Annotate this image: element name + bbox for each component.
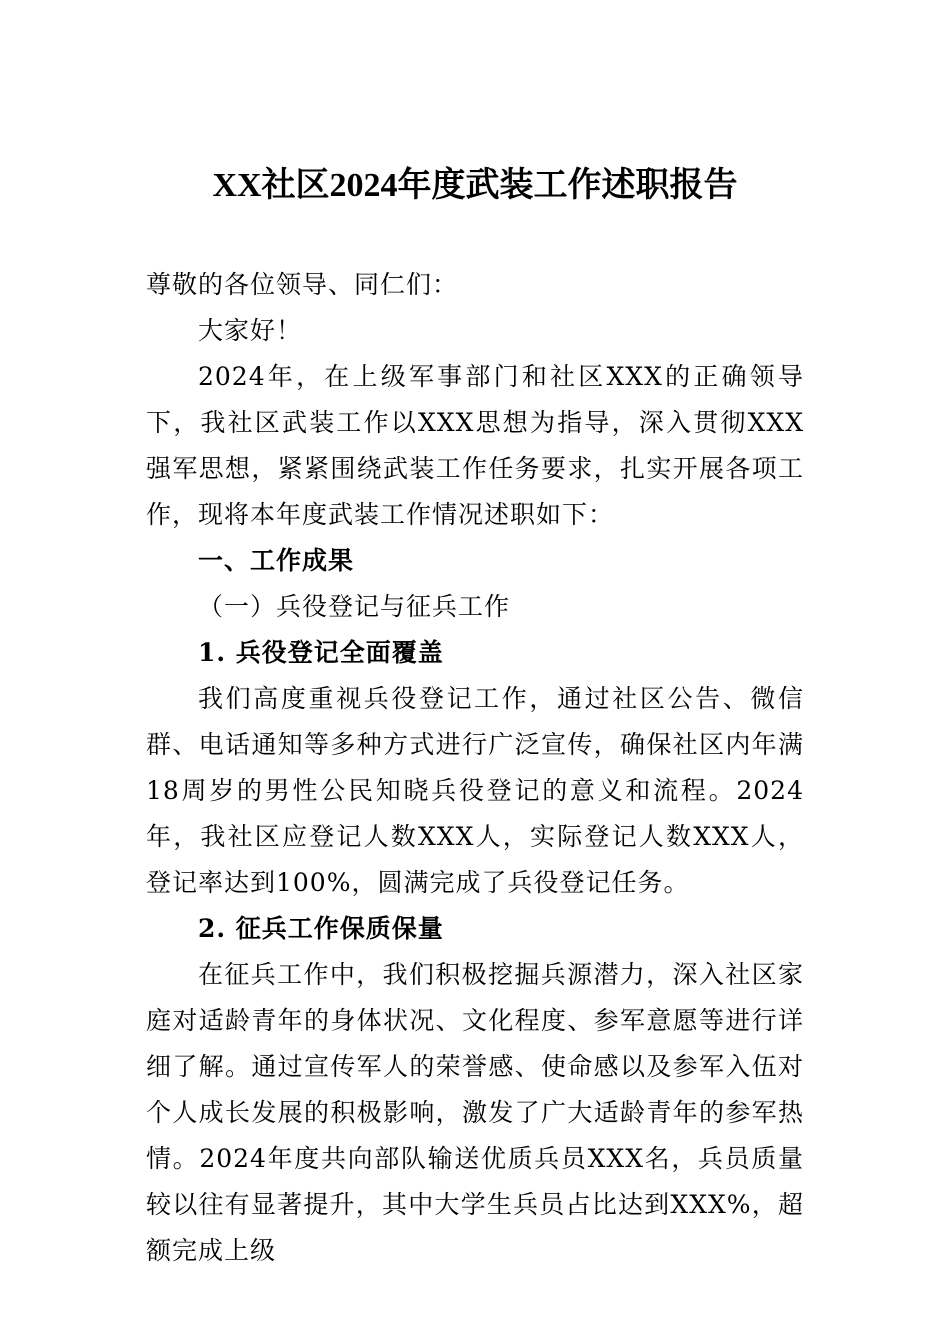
greeting: 大家好！ (198, 316, 303, 345)
document-body (146, 262, 804, 1274)
section-heading-work-results: 一、工作成果 (198, 546, 355, 575)
item-heading-registration: 1. 兵役登记全面覆盖 (198, 638, 444, 667)
registration-paragraph: 我们高度重视兵役登记工作，通过社区公告、微信群、电话通知等多种方式进行广泛宣传，确保社区内年满18周岁的男性公民知晓兵役登记的意义和流程。2024年，我社区应登记人数XXX人，实际登记人数XXX人，登记率达到100%，圆满完成了兵役登记任务。 (146, 684, 804, 897)
document-title: XX社区2024年度武装工作述职报告 (212, 167, 738, 204)
recruitment-paragraph: 在征兵工作中，我们积极挖掘兵源潜力，深入社区家庭对适龄青年的身体状况、文化程度、参军意愿等进行详细了解。通过宣传军人的荣誉感、使命感以及参军入伍对个人成长发展的积极影响，激发了广大适龄青年的参军热情。2024年度共向部队输送优质兵员XXX名，兵员质量较以往有显著提升，其中大学生兵员占比达到XXX%，超额完成上级 (146, 960, 804, 1265)
item-heading-recruitment: 2. 征兵工作保质保量 (198, 914, 444, 943)
intro-paragraph: 2024年，在上级军事部门和社区XXX的正确领导下，我社区武装工作以XXX思想为指导，深入贯彻XXX强军思想，紧紧围绕武装工作任务要求，扎实开展各项工作，现将本年度武装工作情况述职如下： (146, 362, 804, 529)
salutation: 尊敬的各位领导、同仁们： (146, 270, 459, 299)
subsection-heading-registration: （一）兵役登记与征兵工作 (198, 592, 511, 621)
